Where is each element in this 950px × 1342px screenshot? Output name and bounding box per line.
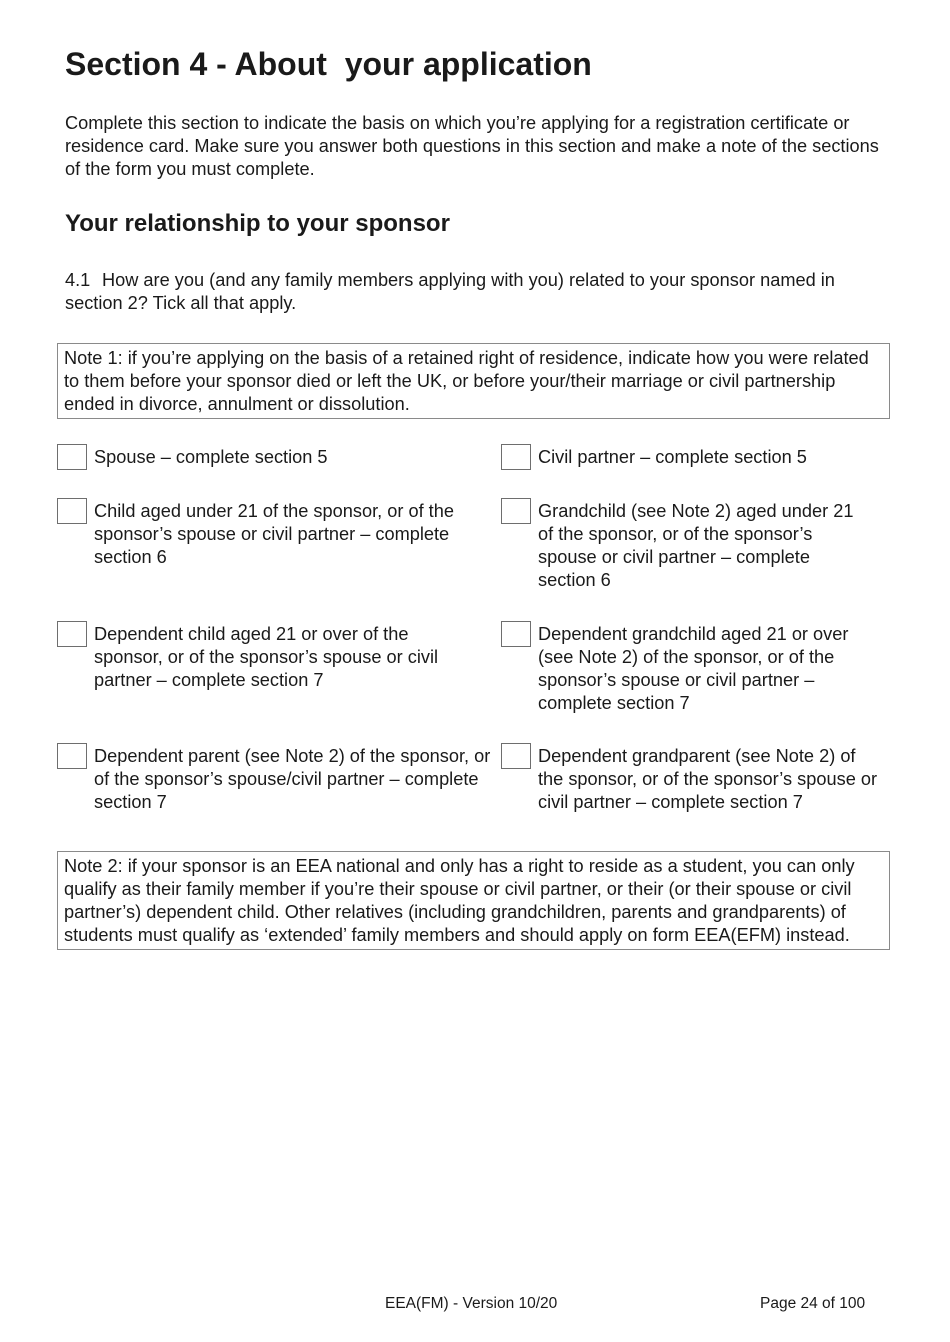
checkbox-civil-partner[interactable]	[501, 444, 531, 470]
option-label-dependent-grandchild-21-over: Dependent grandchild aged 21 or over (see Note 2) of the sponsor, or of the sponsor’s spouse or civil partner – complete section 7	[538, 624, 849, 713]
section-intro: Complete this section to indicate the basis on which you’re applying for a registration certificate or residence card. Make sure you answer both questions in this section and make a note of the sections of the form you must complete.	[65, 113, 879, 179]
section-title: Section 4 - About your application	[65, 46, 592, 82]
question-number: 4.1	[65, 270, 91, 290]
option-label-grandchild-under-21: Grandchild (see Note 2) aged under 21 of the sponsor, or of the sponsor’s spouse or civil partner – complete section 6	[538, 501, 854, 590]
relationship-heading: Your relationship to your sponsor	[65, 210, 450, 237]
checkbox-child-under-21[interactable]	[57, 498, 87, 524]
checkbox-dependent-parent[interactable]	[57, 743, 87, 769]
checkbox-grandchild-under-21[interactable]	[501, 498, 531, 524]
question-text: How are you (and any family members applying with you) related to your sponsor named in section 2? Tick all that apply.	[65, 270, 835, 313]
note-2-box: Note 2: if your sponsor is an EEA national and only has a right to reside as a student, you can only qualify as their family member if you’re their spouse or civil partner, or their (or their spouse or civil partner’s) dependent child. Other relatives (including grandchildren, parents and grandparents) of students must qualify as ‘extended’ family members and should apply on form EEA(EFM) instead.	[57, 851, 890, 950]
option-label-child-under-21: Child aged under 21 of the sponsor, or of the sponsor’s spouse or civil partner – complete section 6	[94, 501, 454, 567]
option-label-dependent-grandparent: Dependent grandparent (see Note 2) of the sponsor, or of the sponsor’s spouse or civil partner – complete section 7	[538, 746, 878, 812]
option-label-dependent-child-21-over: Dependent child aged 21 or over of the sponsor, or of the sponsor’s spouse or civil partner – complete section 7	[94, 624, 439, 690]
checkbox-spouse[interactable]	[57, 444, 87, 470]
option-label-civil-partner: Civil partner – complete section 5	[538, 447, 807, 467]
checkbox-dependent-grandparent[interactable]	[501, 743, 531, 769]
note-1-box: Note 1: if you’re applying on the basis of a retained right of residence, indicate how you were related to them before your sponsor died or left the UK, or before your/their marriage or civil partnership ended in divorce, annulment or dissolution.	[57, 343, 890, 419]
footer-form-version: EEA(FM) - Version 10/20	[385, 1295, 558, 1312]
footer-page-number: Page 24 of 100	[760, 1295, 866, 1312]
option-label-dependent-parent: Dependent parent (see Note 2) of the sponsor, or of the sponsor’s spouse/civil partner – complete section 7	[94, 746, 491, 812]
option-label-spouse: Spouse – complete section 5	[94, 447, 328, 467]
checkbox-dependent-child-21-over[interactable]	[57, 621, 87, 647]
question-4-1	[65, 269, 895, 315]
checkbox-dependent-grandchild-21-over[interactable]	[501, 621, 531, 647]
